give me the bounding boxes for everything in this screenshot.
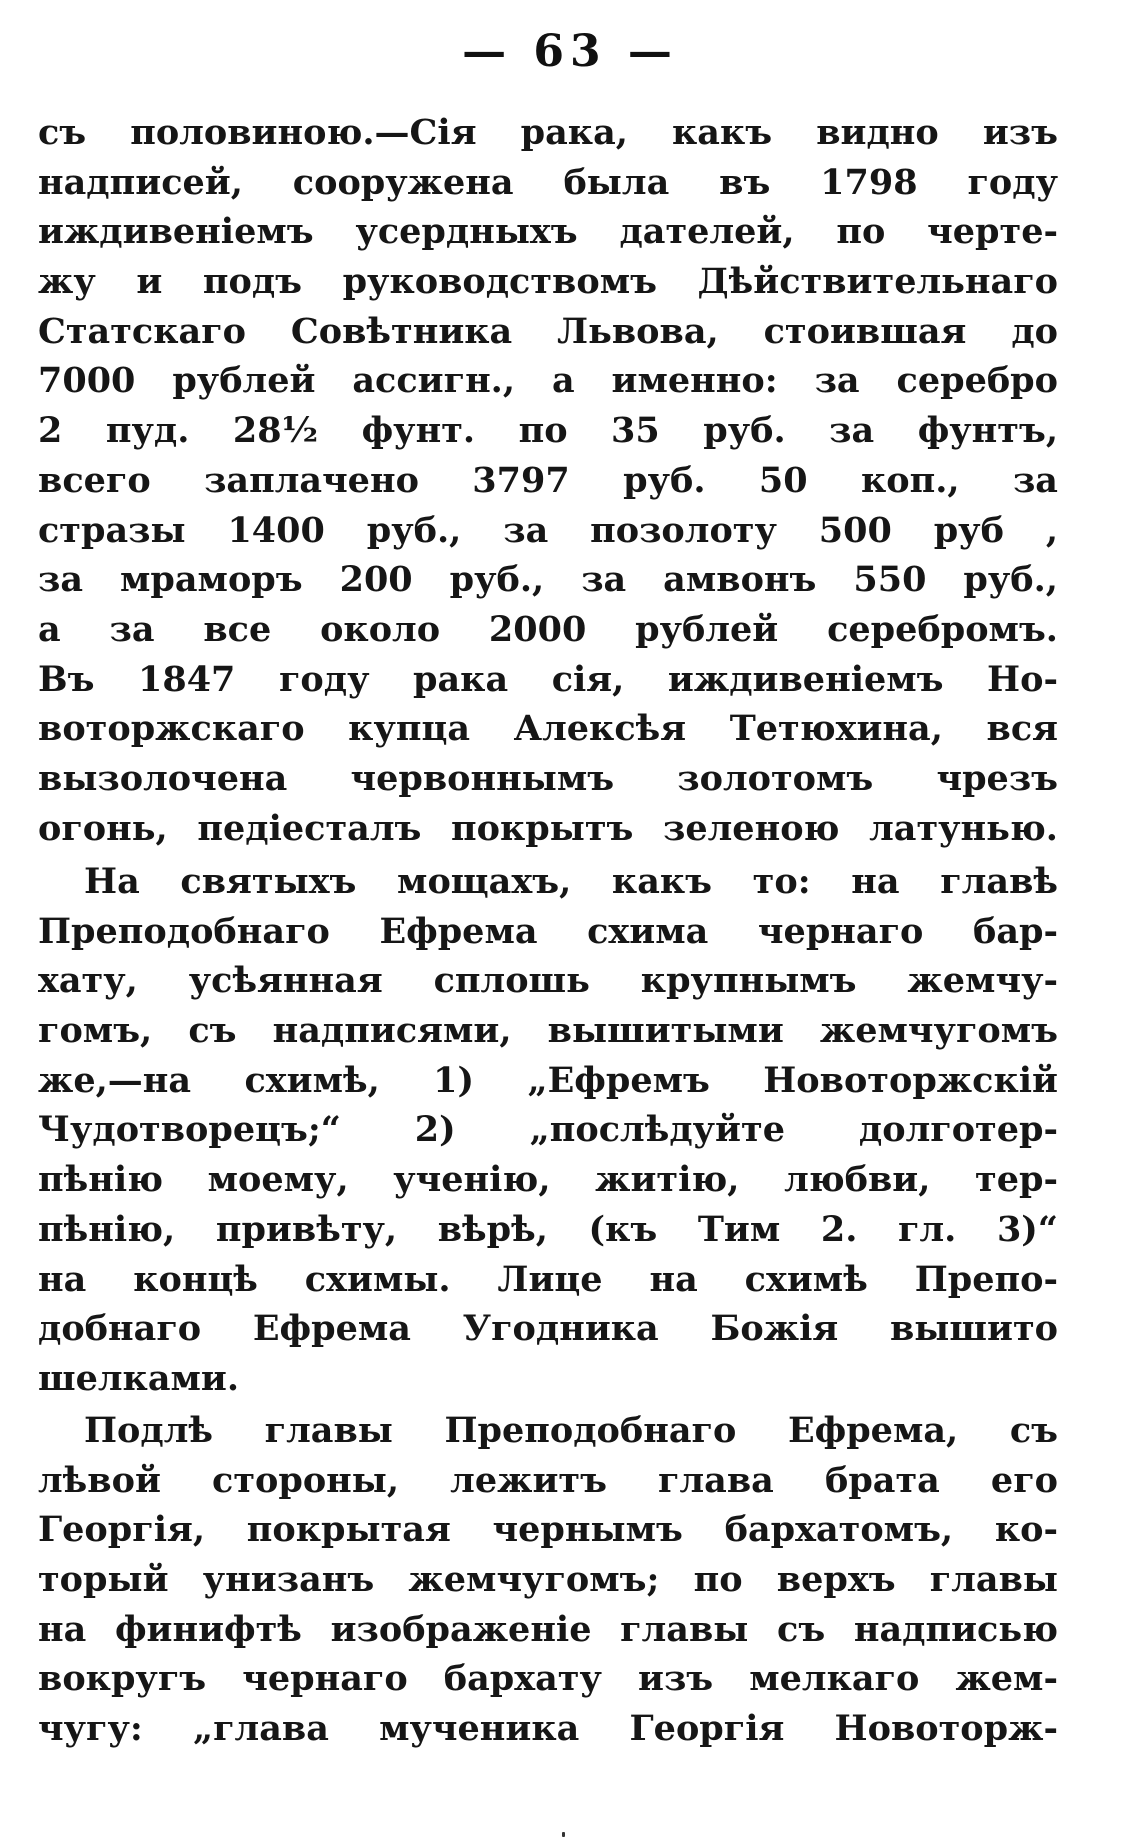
text-line: 2 пуд. 28½ фунт. по 35 руб. за фунтъ, — [38, 410, 1058, 452]
text-line: огонь, педіесталъ покрытъ зеленою латунью. — [38, 807, 1058, 849]
text-line: чугу: „глава мученика Георгія Новоторж- — [38, 1708, 1058, 1750]
text-line: надписей, сооружена была въ 1798 году — [38, 161, 1058, 203]
print-speck — [562, 1832, 565, 1837]
text-line: за мраморъ 200 руб., за амвонъ 550 руб., — [38, 559, 1058, 601]
text-line: На святыхъ мощахъ, какъ то: на главѣ — [84, 861, 1058, 902]
text-line: Въ 1847 году рака сія, иждивеніемъ Но- — [38, 658, 1058, 700]
text-line: хату, усѣянная сплошь крупнымъ жемчу- — [38, 960, 1058, 1002]
text-line: торый унизанъ жемчугомъ; по верхъ главы — [38, 1559, 1058, 1601]
text-line: пѣнію, привѣту, вѣрѣ, (къ Тим 2. гл. 3)“ — [38, 1208, 1058, 1250]
text-line: съ половиною.—Сія рака, какъ видно изъ — [38, 112, 1058, 153]
text-line: Статскаго Совѣтника Львова, стоившая до — [38, 310, 1058, 352]
text-line: пѣнію моему, ученію, житію, любви, тер- — [38, 1159, 1058, 1201]
text-line: же,—на схимѣ, 1) „Ефремъ Новоторжскій — [38, 1059, 1058, 1101]
text-line: всего заплачено 3797 руб. 50 коп., за — [38, 459, 1058, 501]
text-line: лѣвой стороны, лежитъ глава брата его — [38, 1459, 1058, 1501]
text-line: иждивеніемъ усердныхъ дателей, по черте- — [38, 211, 1058, 253]
text-line: на финифтѣ изображеніе главы съ надписью — [38, 1608, 1058, 1650]
page-number: — 63 — — [462, 26, 678, 77]
text-line: стразы 1400 руб., за позолоту 500 руб , — [38, 509, 1058, 551]
text-line: Подлѣ главы Преподобнаго Ефрема, съ — [84, 1410, 1058, 1451]
text-line: Преподобнаго Ефрема схима чернаго бар- — [38, 910, 1058, 952]
text-line: Георгія, покрытая чернымъ бархатомъ, ко- — [38, 1509, 1058, 1551]
text-line: 7000 рублей ассигн., а именно: за серебро — [38, 360, 1058, 402]
text-line: вызолочена червоннымъ золотомъ чрезъ — [38, 757, 1058, 799]
text-line: на концѣ схимы. Лице на схимѣ Препо- — [38, 1258, 1058, 1300]
paragraph-3 — [38, 1406, 1058, 1754]
text-line: шелками. — [38, 1357, 240, 1399]
text-line: а за все около 2000 рублей серебромъ. — [38, 608, 1058, 650]
paragraph-1 — [38, 108, 1058, 853]
text-line: добнаго Ефрема Угодника Божія вышито — [38, 1308, 1058, 1350]
text-line: Чудотворецъ;“ 2) „послѣдуйте долготер- — [38, 1109, 1058, 1151]
text-line: жу и подъ руководствомъ Дѣйствительнаго — [38, 261, 1058, 303]
paragraph-2 — [38, 857, 1058, 1404]
text-line: воторжскаго купца Алексѣя Тетюхина, вся — [38, 708, 1058, 750]
text-line: гомъ, съ надписями, вышитыми жемчугомъ — [38, 1010, 1058, 1052]
text-line: вокругъ чернаго бархату изъ мелкаго жем- — [38, 1658, 1058, 1700]
